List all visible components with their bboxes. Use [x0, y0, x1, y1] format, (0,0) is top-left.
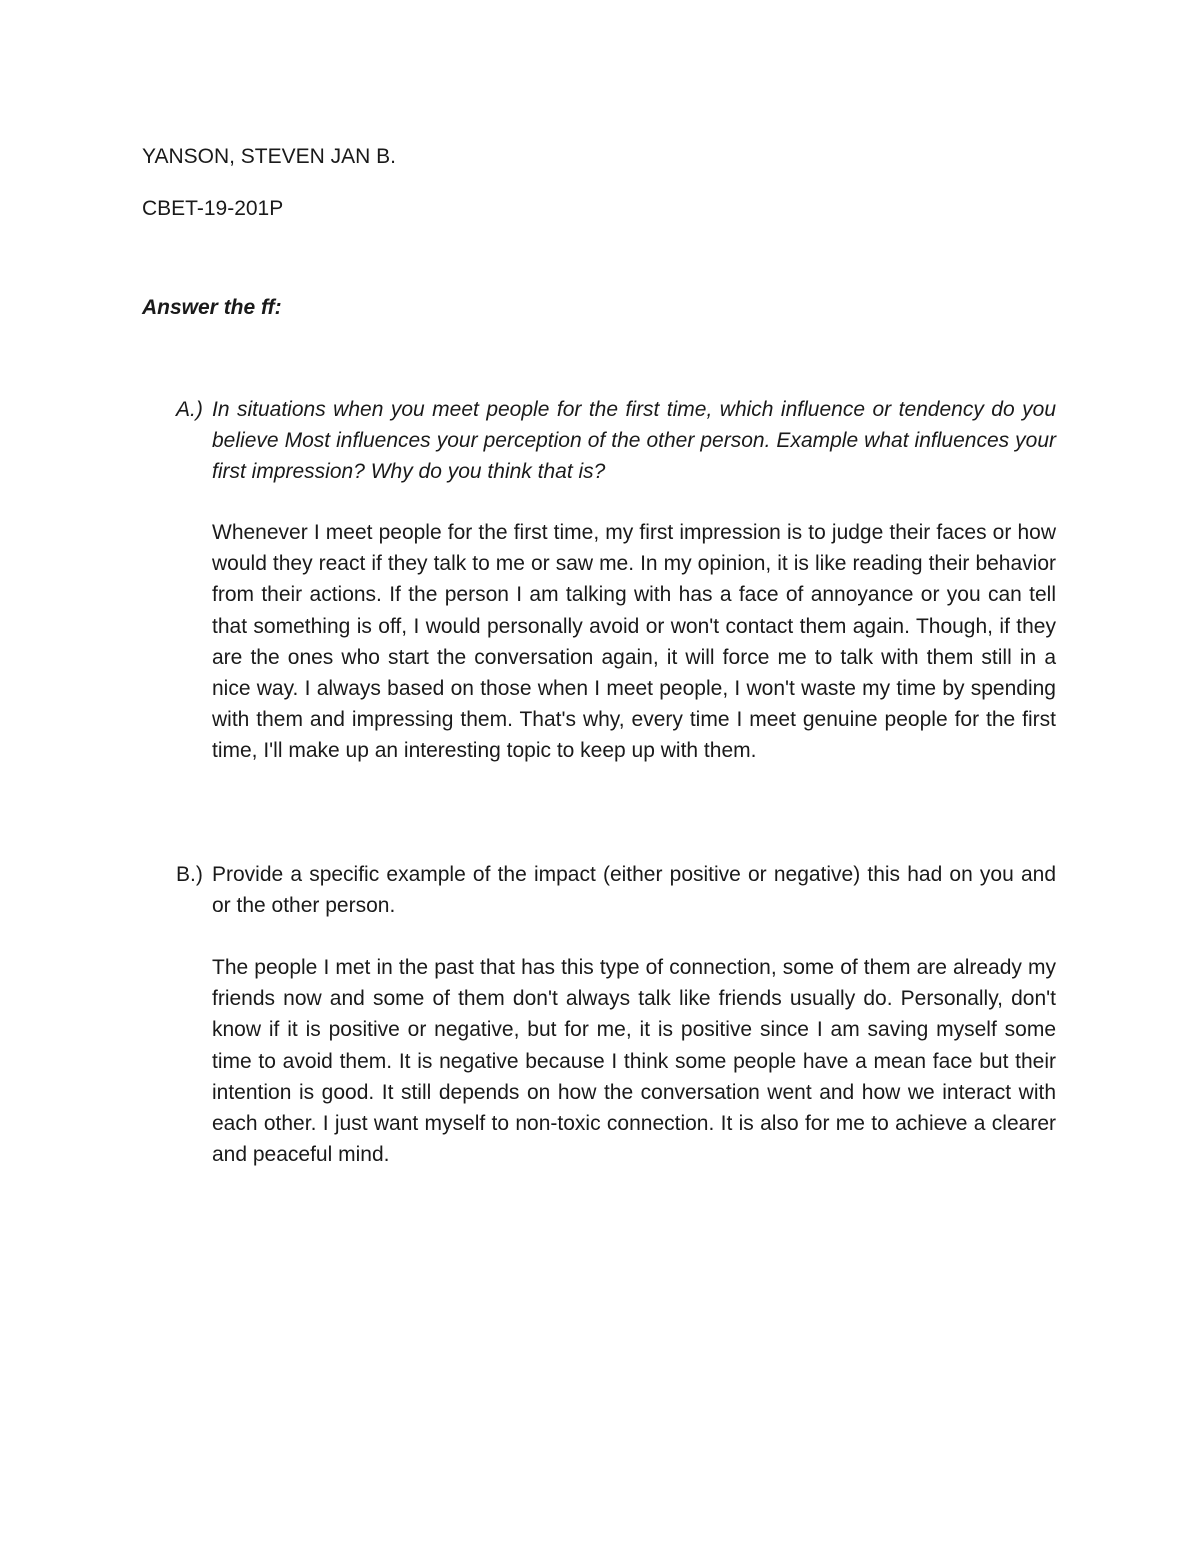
instruction-heading: Answer the ff:: [142, 296, 282, 319]
question-a-text: In situations when you meet people for the first time, which influence or tendency do you believe Most influences your perception of the other person. Example what influences your first impression? Why do you think that is?: [212, 398, 1056, 484]
question-b-label: B.): [176, 863, 203, 886]
answer-a-text: Whenever I meet people for the first time, my first impression is to judge their faces or how would they react if they talk to me or saw me. In my opinion, it is like reading their behavior from their actions. If the person I am talking with has a face of annoyance or you can tell that something is off, I would personally avoid or won't contact them again. Though, if they are the ones who start the conversation again, it will force me to talk with them still in a nice way. I always based on those when I meet people, I won't waste my time by spending with them and impressing them. That's why, every time I meet genuine people for the first time, I'll make up an interesting topic to keep up with them.: [212, 521, 1056, 763]
student-section: CBET-19-201P: [142, 197, 284, 220]
question-b-text: Provide a specific example of the impact (either positive or negative) this had on you and or the other person.: [212, 863, 1056, 918]
answer-b-text: The people I met in the past that has this type of connection, some of them are already my friends now and some of them don't always talk like friends usually do. Personally, don't know if it is positive or negative, but for me, it is positive since I am saving myself some time to avoid them. It is negative because I think some people have a mean face but their intention is good. It still depends on how the conversation went and how we interact with each other. I just want myself to non-toxic connection. It is also for me to achieve a clearer and peaceful mind.: [212, 956, 1056, 1167]
student-name: YANSON, STEVEN JAN B.: [142, 145, 396, 168]
question-a-label: A.): [176, 398, 203, 421]
